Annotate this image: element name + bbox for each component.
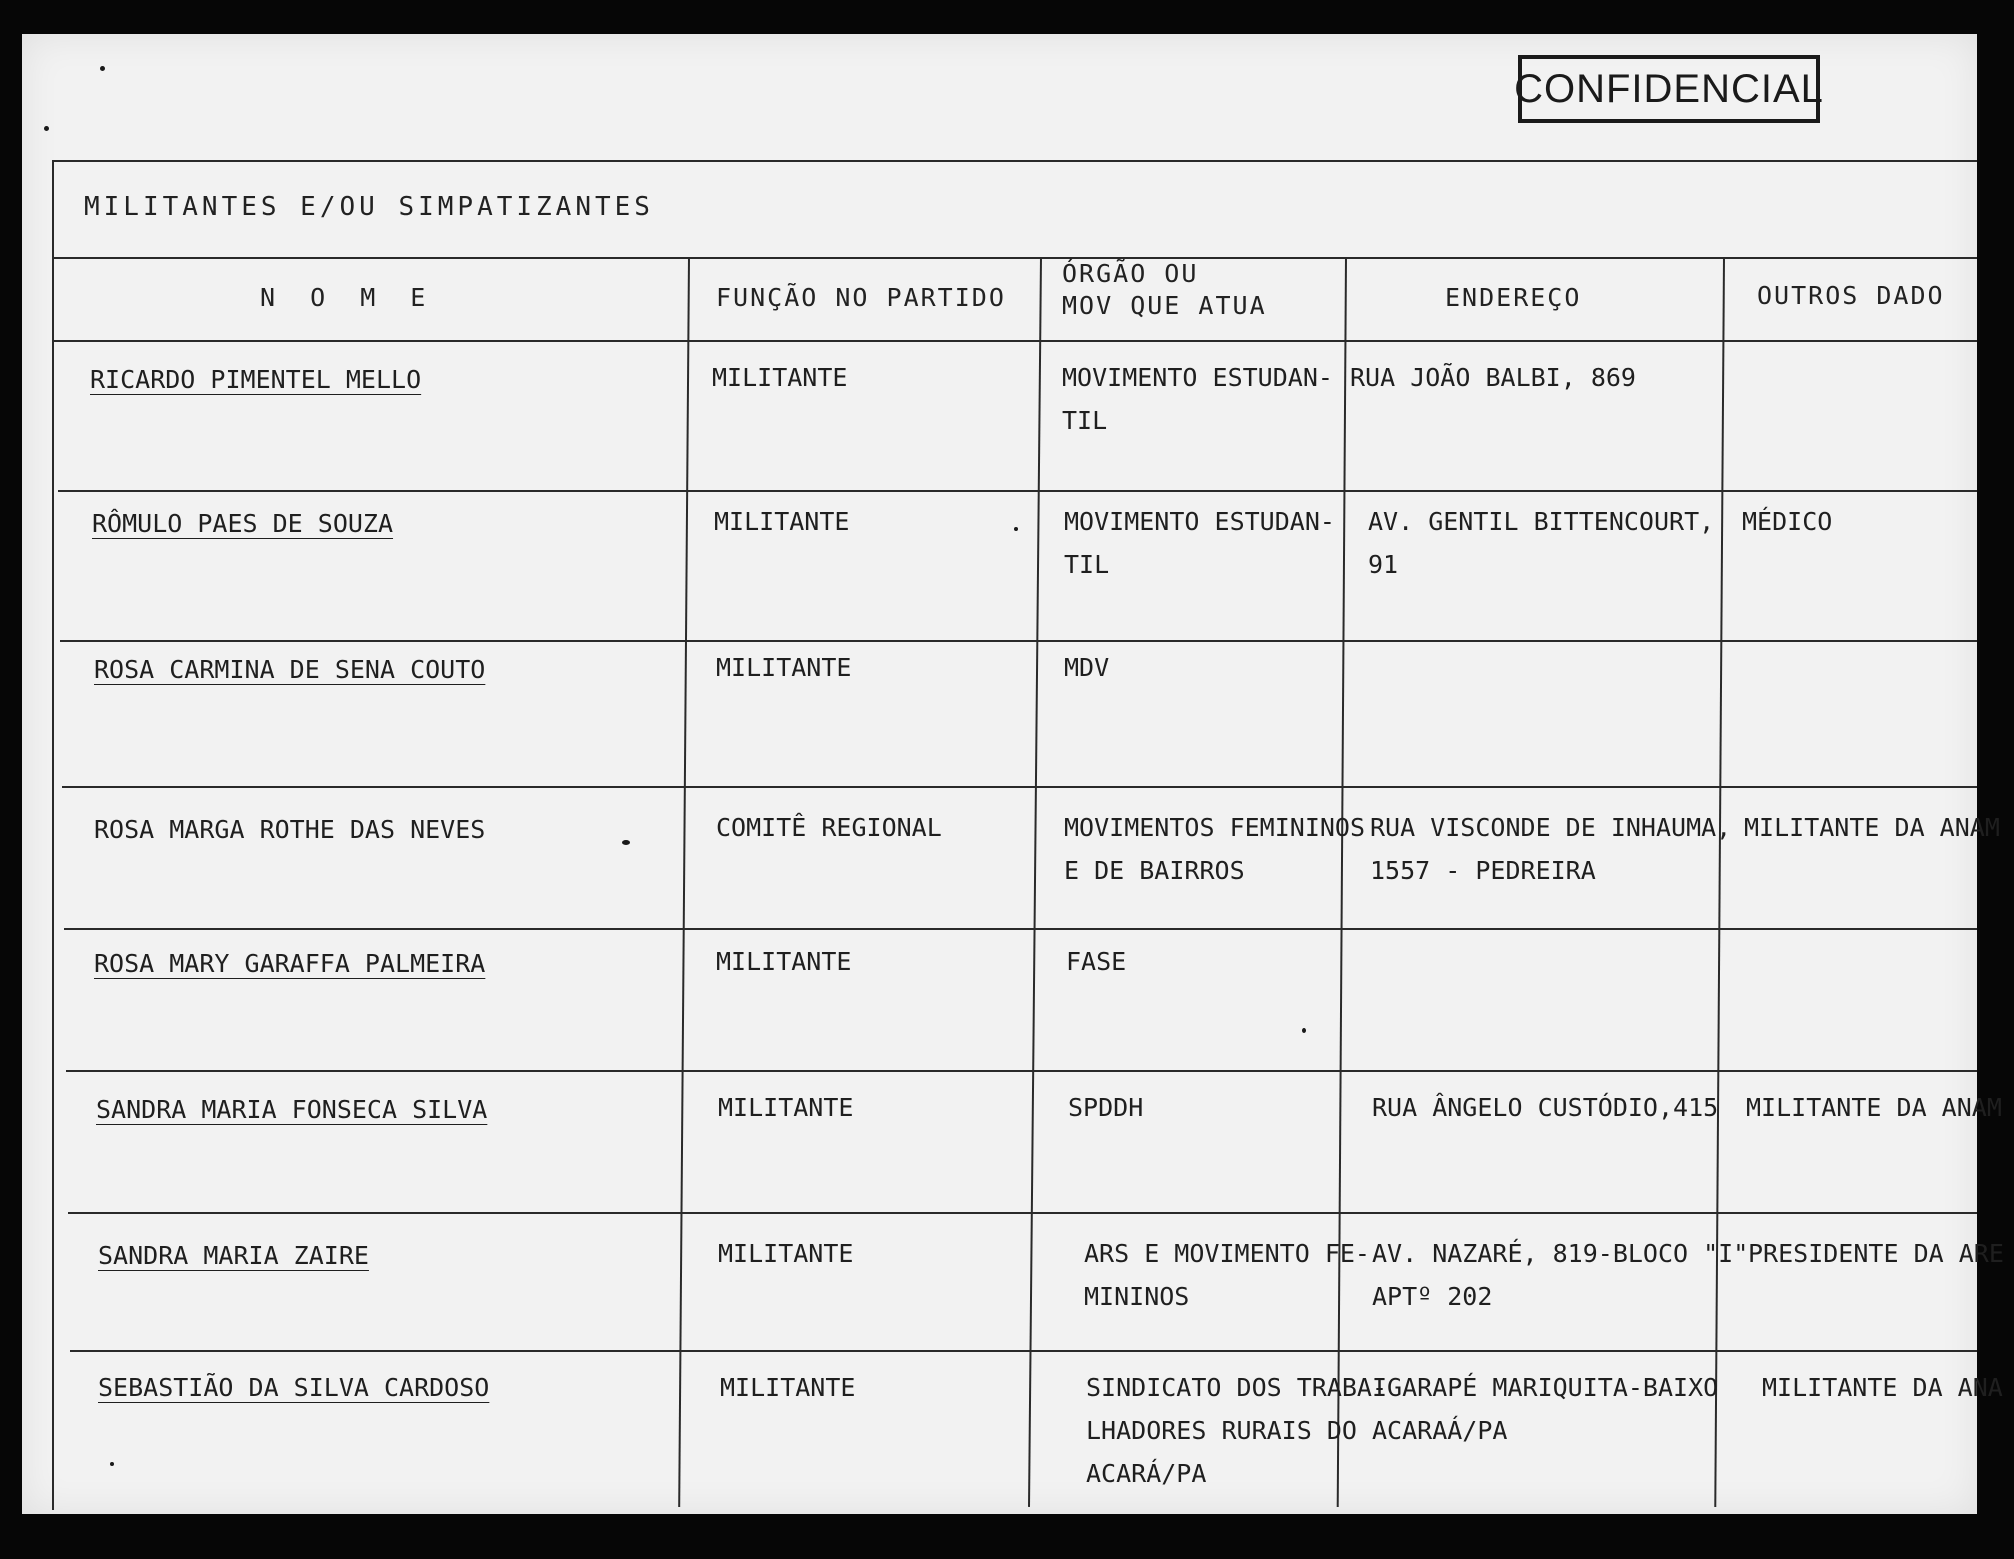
row-endereco: AV. NAZARÉ, 819-BLOCO "I" APTº 202 <box>1372 1239 1749 1311</box>
row-funcao: MILITANTE <box>716 947 852 976</box>
row-name: RÔMULO PAES DE SOUZA <box>92 509 394 538</box>
row-rule <box>70 1350 1977 1352</box>
row-name: SEBASTIÃO DA SILVA CARDOSO <box>98 1373 490 1402</box>
row-funcao: COMITÊ REGIONAL <box>716 813 942 842</box>
scan-speck <box>110 1462 114 1466</box>
row-funcao: MILITANTE <box>718 1239 854 1268</box>
table-top-rule <box>52 160 1977 162</box>
row-endereco: RUA VISCONDE DE INHAUMA, 1557 - PEDREIRA <box>1370 813 1732 885</box>
row-name: ROSA MARGA ROTHE DAS NEVES <box>94 815 486 844</box>
scan-speck <box>622 840 630 845</box>
row-name: SANDRA MARIA ZAIRE <box>98 1241 369 1270</box>
row-name: RICARDO PIMENTEL MELLO <box>90 365 422 394</box>
row-rule <box>62 786 1977 788</box>
row-name: SANDRA MARIA FONSECA SILVA <box>96 1095 488 1124</box>
section-title: MILITANTES E/OU SIMPATIZANTES <box>84 192 654 222</box>
row-endereco: RUA ÂNGELO CUSTÓDIO,415 <box>1372 1093 1719 1122</box>
row-rule <box>64 928 1977 930</box>
confidential-stamp: CONFIDENCIAL <box>1518 55 1820 123</box>
row-rule <box>60 640 1977 642</box>
col-header-nome: N O M E <box>260 283 436 312</box>
row-funcao: MILITANTE <box>720 1373 856 1402</box>
row-orgao: MOVIMENTO ESTUDAN- TIL <box>1064 507 1335 579</box>
row-rule <box>66 1070 1977 1072</box>
row-name: ROSA MARY GARAFFA PALMEIRA <box>94 949 486 978</box>
row-orgao: FASE <box>1066 947 1127 976</box>
row-funcao: MILITANTE <box>714 507 850 536</box>
col-header-outros: OUTROS DADO <box>1757 281 1945 310</box>
row-orgao: SPDDH <box>1068 1093 1144 1122</box>
col-header-orgao: ÓRGÃO OU MOV QUE ATUA <box>1062 259 1267 320</box>
row-funcao: MILITANTE <box>716 653 852 682</box>
row-orgao: SINDICATO DOS TRABA- LHADORES RURAIS DO ACARÁ/PA <box>1086 1373 1388 1488</box>
scan-speck <box>1014 527 1018 531</box>
row-orgao: MDV <box>1064 653 1110 682</box>
row-outros: MÉDICO <box>1742 507 1833 536</box>
header-bottom-rule <box>54 340 1977 342</box>
row-endereco: AV. GENTIL BITTENCOURT, 91 <box>1368 507 1715 579</box>
row-funcao: MILITANTE <box>712 363 848 392</box>
scan-speck <box>1302 1028 1306 1033</box>
row-outros: MILITANTE DA ANAM <box>1746 1093 2002 1122</box>
row-orgao: MOVIMENTOS FEMININOS E DE BAIRROS <box>1064 813 1366 885</box>
row-rule <box>58 490 1977 492</box>
row-funcao: MILITANTE <box>718 1093 854 1122</box>
row-outros: MILITANTE DA ANAM <box>1744 813 2000 842</box>
row-endereco: RUA JOÃO BALBI, 869 <box>1350 363 1636 392</box>
table-left-rule <box>52 160 54 1510</box>
header-top-rule <box>54 257 1977 259</box>
scan-speck <box>44 126 49 131</box>
col-header-funcao: FUNÇÃO NO PARTIDO <box>716 283 1006 312</box>
row-orgao: ARS E MOVIMENTO FE- MININOS <box>1084 1239 1370 1311</box>
row-rule <box>68 1212 1977 1214</box>
col-header-endereco: ENDEREÇO <box>1445 283 1582 312</box>
row-name: ROSA CARMINA DE SENA COUTO <box>94 655 486 684</box>
row-endereco: IGARAPÉ MARIQUITA-BAIXO ACARAÁ/PA <box>1372 1373 1719 1445</box>
row-outros: PRESIDENTE DA ARE <box>1748 1239 2004 1268</box>
scan-speck <box>100 66 105 71</box>
row-outros: MILITANTE DA ANA <box>1762 1373 2003 1402</box>
row-orgao: MOVIMENTO ESTUDAN- TIL <box>1062 363 1333 435</box>
